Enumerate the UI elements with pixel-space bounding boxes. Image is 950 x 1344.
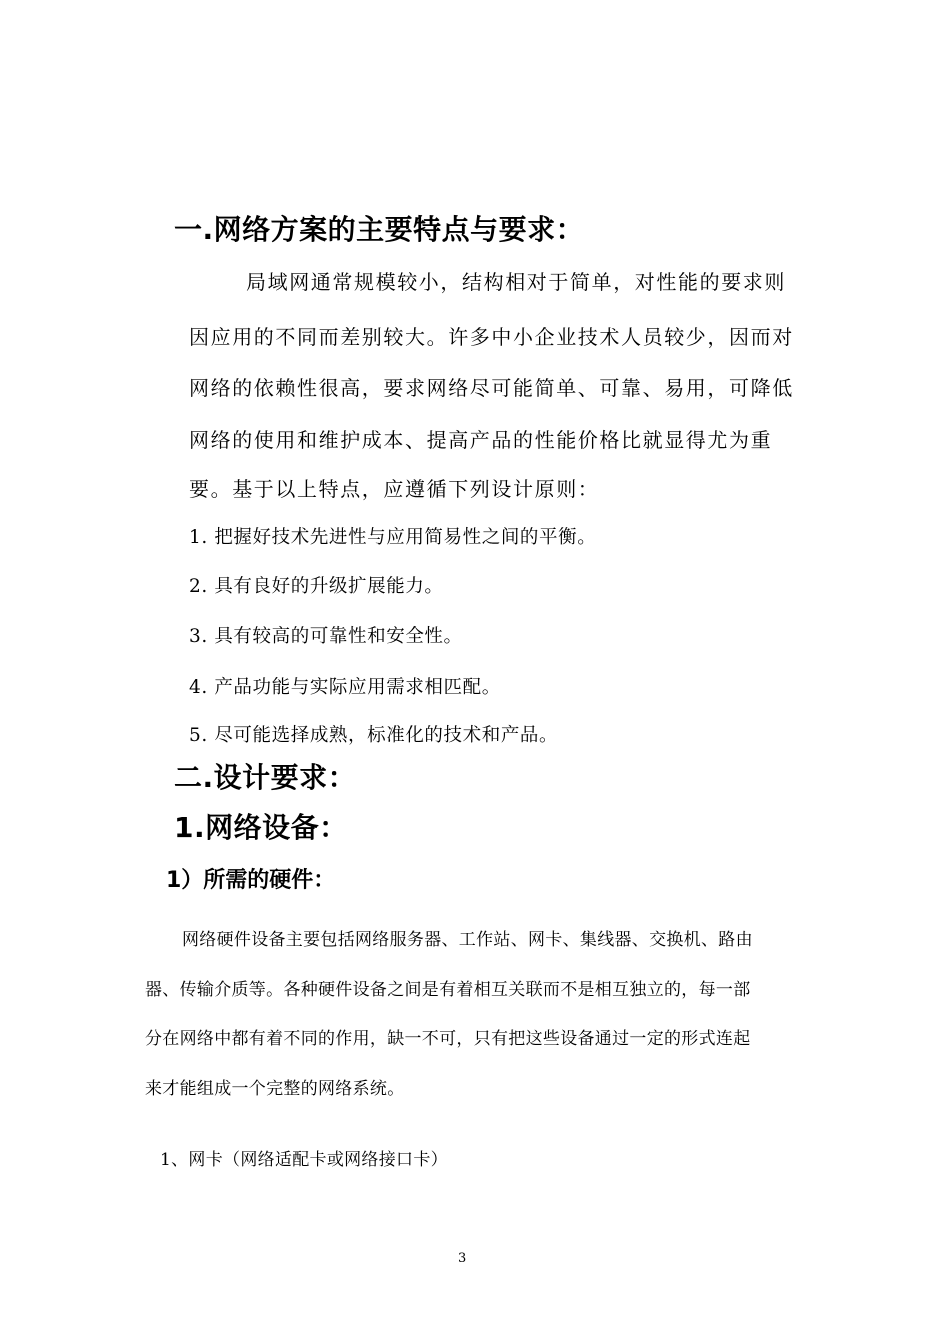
principle-item: 3. 具有较高的可靠性和安全性。 [189, 626, 463, 647]
principle-item: 1. 把握好技术先进性与应用简易性之间的平衡。 [189, 527, 597, 548]
hardware-paragraph-line-2: 器、传输介质等。各种硬件设备之间是有着相互关联而不是相互独立的，每一部 [145, 980, 751, 1000]
network-devices-heading: 1.网络设备： [174, 811, 348, 844]
hardware-paragraph-line-3: 分在网络中都有着不同的作用，缺一不可，只有把这些设备通过一定的形式连起 [145, 1029, 751, 1049]
hardware-heading: 1）所需的硬件： [166, 868, 336, 893]
section1-paragraph-line-5: 要。基于以上特点，应遵循下列设计原则： [189, 477, 600, 501]
hardware-paragraph-line-4: 来才能组成一个完整的网络系统。 [145, 1079, 405, 1099]
page-number: 3 [458, 1251, 467, 1266]
hardware-paragraph-line-1: 网络硬件设备主要包括网络服务器、工作站、网卡、集线器、交换机、路由 [182, 930, 753, 950]
section1-heading: 一.网络方案的主要特点与要求： [174, 213, 585, 246]
section2-heading: 二.设计要求： [174, 761, 357, 794]
principle-item: 2. 具有良好的升级扩展能力。 [189, 576, 444, 597]
section1-paragraph-line-3: 网络的依赖性很高，要求网络尽可能简单、可靠、易用，可降低 [189, 376, 794, 400]
principle-item: 4. 产品功能与实际应用需求相匹配。 [189, 677, 501, 698]
section1-paragraph-line-2: 因应用的不同而差别较大。许多中小企业技术人员较少，因而对 [189, 325, 794, 349]
section1-paragraph-line-4: 网络的使用和维护成本、提高产品的性能价格比就显得尤为重 [189, 428, 773, 452]
nic-item: 1、网卡（网络适配卡或网络接口卡） [160, 1150, 448, 1170]
section1-paragraph-line-1: 局域网通常规模较小，结构相对于简单，对性能的要求则 [246, 270, 786, 294]
principle-item: 5. 尽可能选择成熟，标准化的技术和产品。 [189, 725, 559, 746]
